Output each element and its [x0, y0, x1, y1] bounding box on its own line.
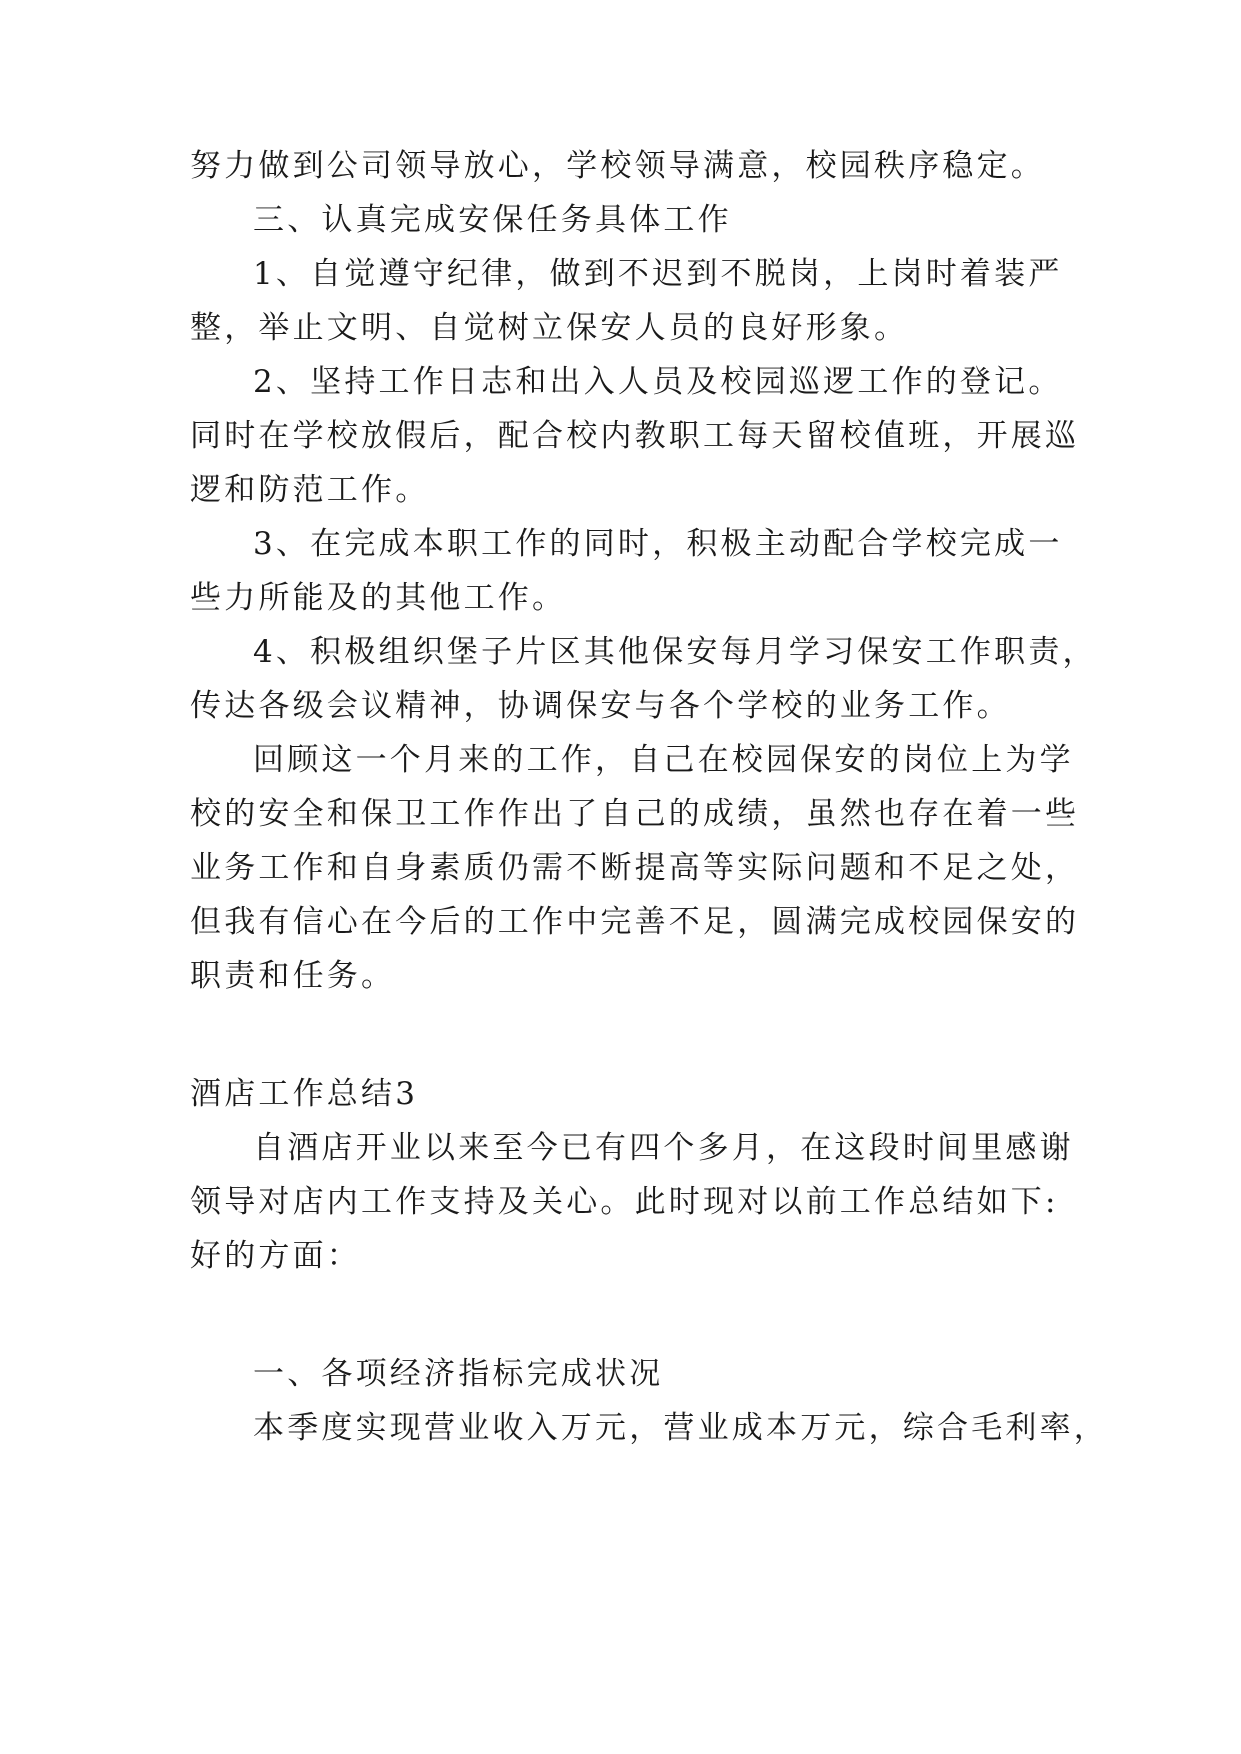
paragraph-line: 职责和任务。	[190, 958, 396, 994]
paragraph-line: 传达各级会议精神，协调保安与各个学校的业务工作。	[190, 688, 1011, 724]
paragraph-line: 努力做到公司领导放心，学校领导满意，校园秩序稳定。	[190, 148, 1045, 184]
document-title: 酒店工作总结3	[190, 1076, 419, 1112]
paragraph-line: 4、积极组织堡子片区其他保安每月学习保安工作职责，	[253, 634, 1097, 670]
paragraph-line: 同时在学校放假后，配合校内教职工每天留校值班，开展巡	[190, 418, 1080, 454]
paragraph-line: 好的方面：	[190, 1238, 361, 1274]
paragraph-line: 整，举止文明、自觉树立保安人员的良好形象。	[190, 310, 909, 346]
paragraph-line: 但我有信心在今后的工作中完善不足，圆满完成校园保安的	[190, 904, 1080, 940]
paragraph-line: 业务工作和自身素质仍需不断提高等实际问题和不足之处，	[190, 850, 1080, 886]
paragraph-line: 回顾这一个月来的工作，自己在校园保安的岗位上为学	[253, 742, 1074, 778]
paragraph-line: 自酒店开业以来至今已有四个多月，在这段时间里感谢	[253, 1130, 1074, 1166]
section-heading: 三、认真完成安保任务具体工作	[253, 202, 732, 238]
paragraph-line: 本季度实现营业收入万元，营业成本万元，综合毛利率，	[253, 1410, 1108, 1446]
section-heading: 一、各项经济指标完成状况	[253, 1356, 664, 1392]
paragraph-line: 3、在完成本职工作的同时，积极主动配合学校完成一	[253, 526, 1063, 562]
paragraph-line: 逻和防范工作。	[190, 472, 430, 508]
paragraph-line: 些力所能及的其他工作。	[190, 580, 567, 616]
paragraph-line: 1、自觉遵守纪律，做到不迟到不脱岗，上岗时着装严	[253, 256, 1063, 292]
paragraph-line: 领导对店内工作支持及关心。此时现对以前工作总结如下:	[190, 1184, 1059, 1220]
paragraph-line: 2、坚持工作日志和出入人员及校园巡逻工作的登记。	[253, 364, 1063, 400]
paragraph-line: 校的安全和保卫工作作出了自己的成绩，虽然也存在着一些	[190, 796, 1080, 832]
